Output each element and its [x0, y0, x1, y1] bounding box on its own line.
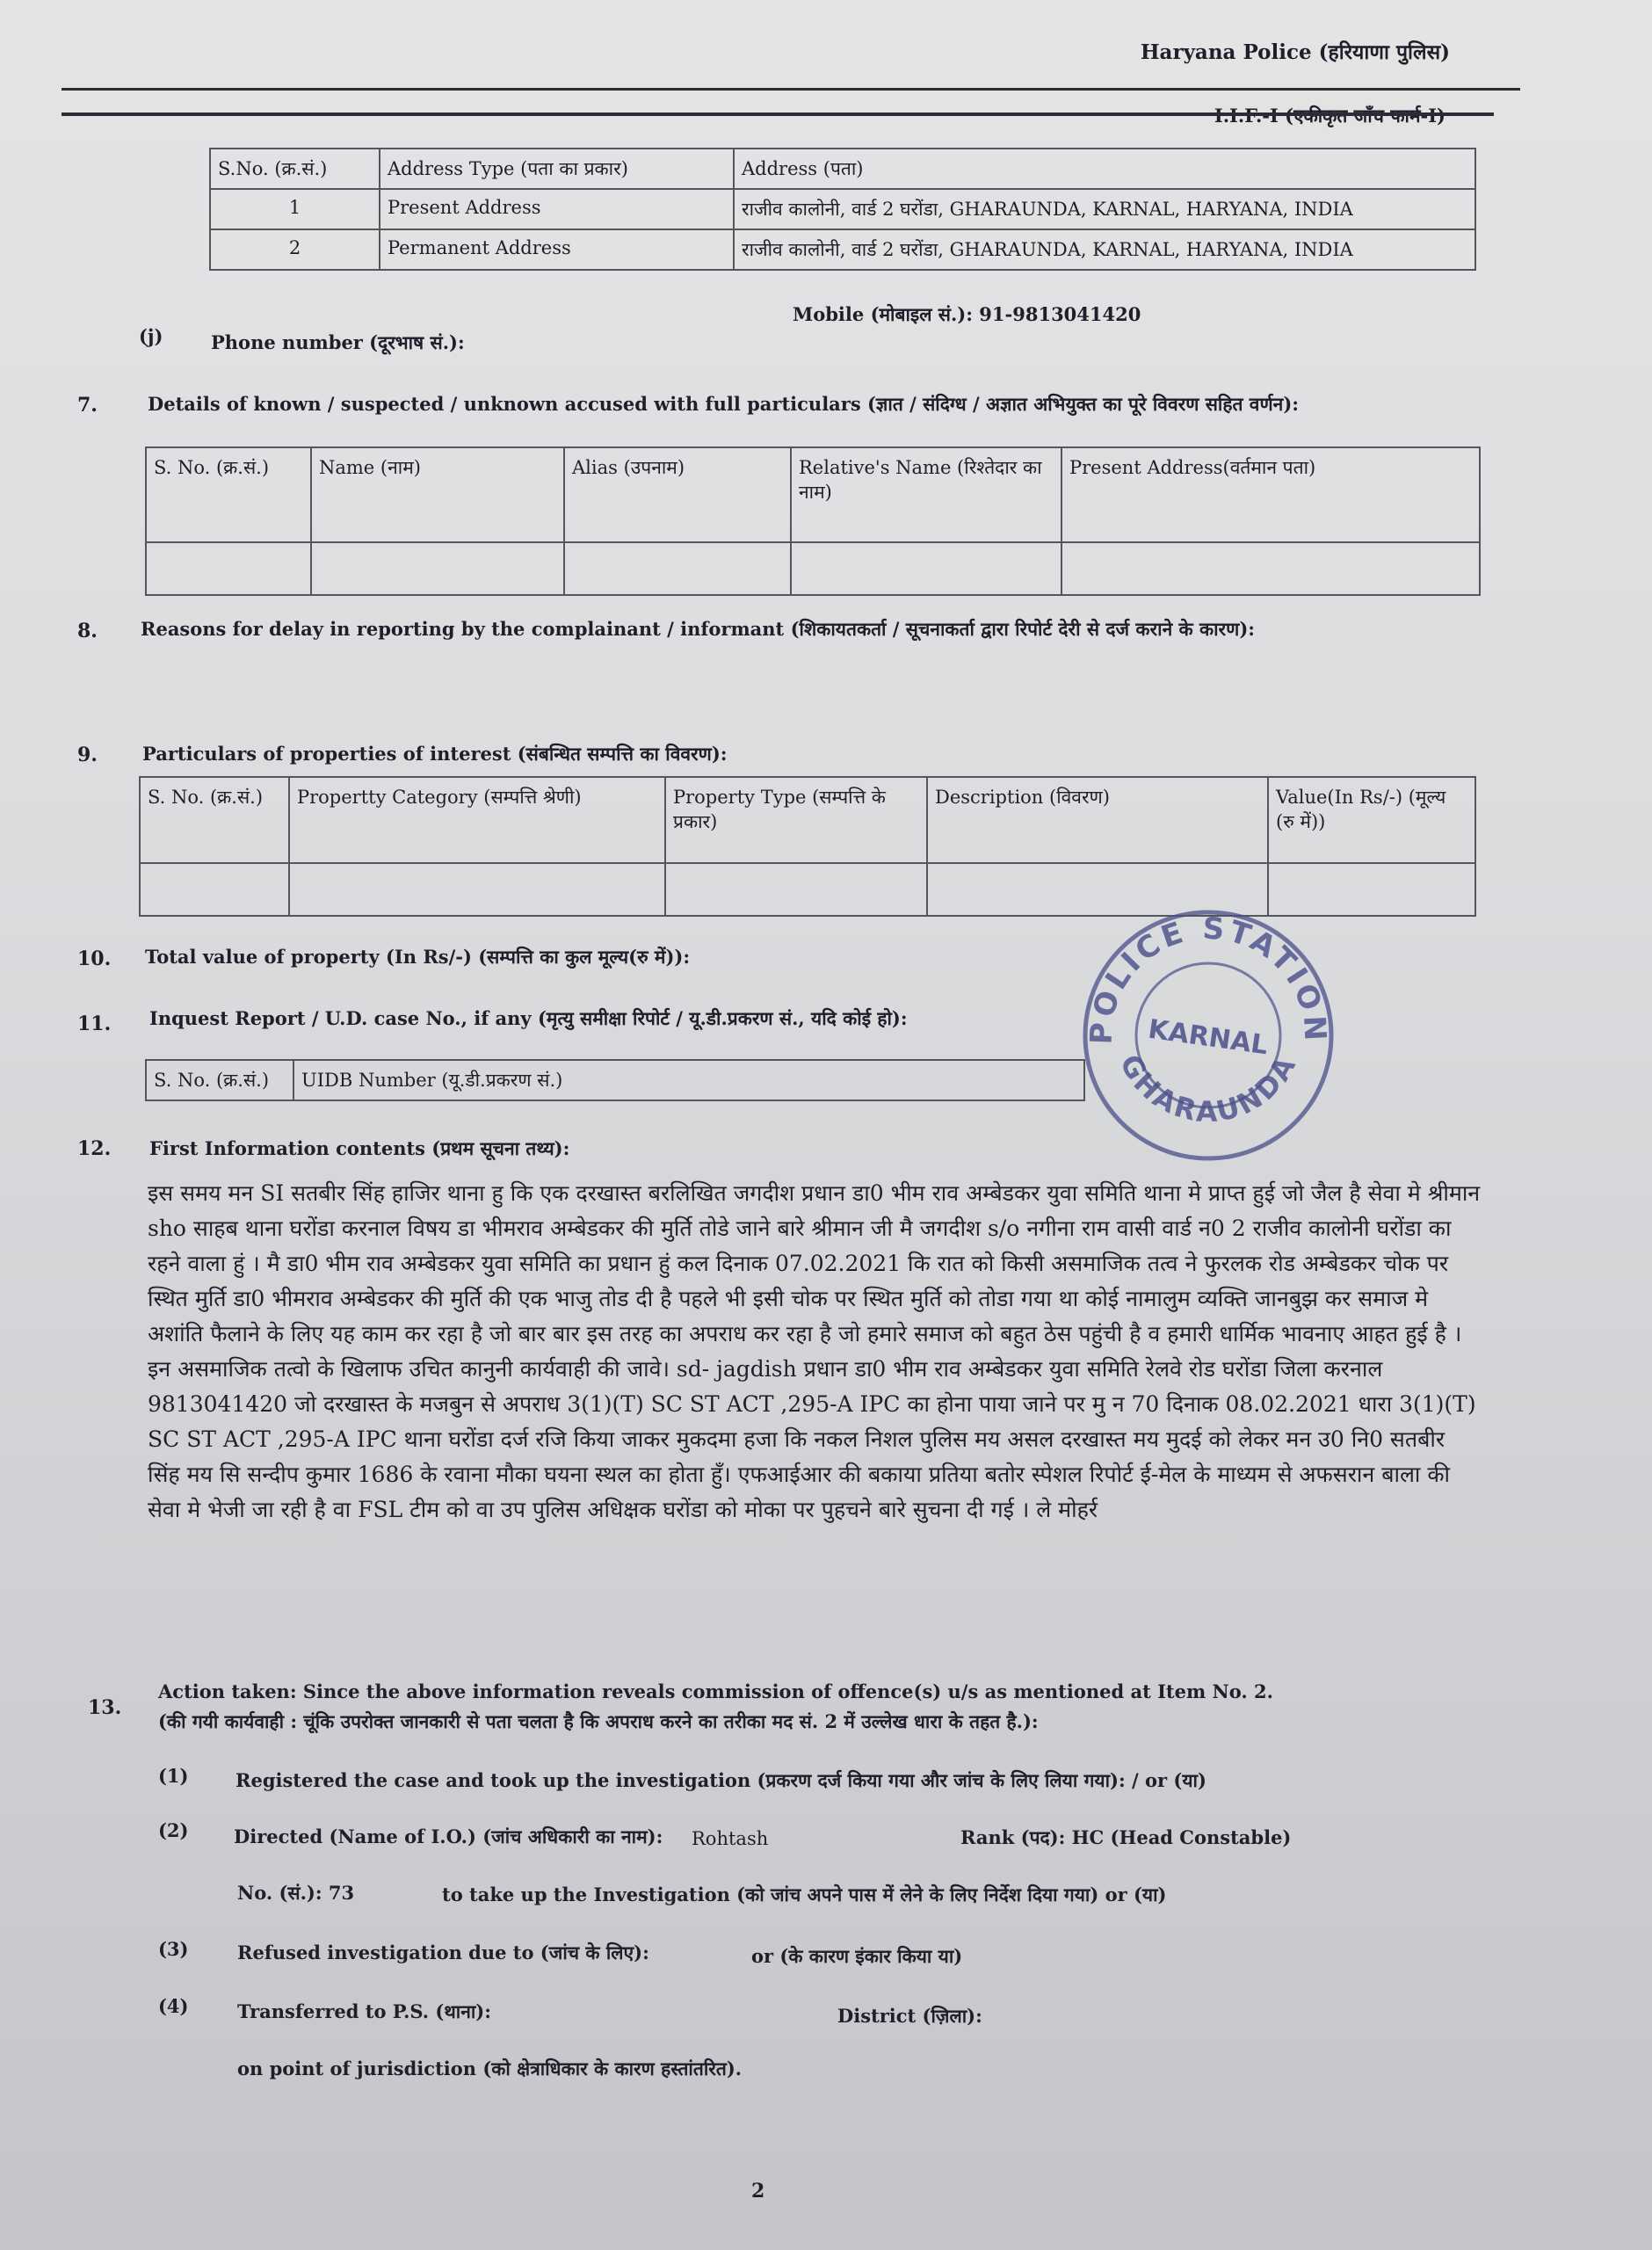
section-9-number: 9. — [77, 744, 98, 766]
section-7-label: Details of known / suspected / unknown accused with full particulars (ज्ञात / संदिग्ध / अज्ञात अभियुक्त का पूरे विवरण सहित वर्णन): — [148, 393, 1300, 415]
table-cell — [311, 542, 564, 595]
section-10-number: 10. — [77, 947, 112, 970]
table-cell — [289, 863, 665, 916]
table-cell: राजीव कालोनी, वार्ड 2 घरोंडा, GHARAUNDA, KARNAL, HARYANA, INDIA — [734, 229, 1475, 270]
section-13-label-hi: (की गयी कार्यवाही : चूंकि उपरोक्त जानकारी से पता चलता है कि अपराध करने का तरीका मद सं. 2 में उल्लेख धारा के तहत है.): — [158, 1710, 1039, 1732]
header-rule — [62, 88, 1520, 91]
table-row — [210, 229, 1475, 270]
table-header-row — [146, 447, 1480, 542]
section-13-label-en: Action taken: Since the above information reveals commission of offence(s) u/s as mentioned at Item No. 2. — [158, 1680, 1273, 1702]
table-cell — [665, 863, 927, 916]
table-header-cell: Alias (उपनाम) — [564, 447, 791, 542]
io-rank: Rank (पद): HC (Head Constable) — [960, 1826, 1292, 1848]
property-table — [139, 776, 1476, 917]
table-header-cell: S. No. (क्र.सं.) — [140, 777, 289, 863]
section-11-number: 11. — [77, 1012, 112, 1035]
section-9-label: Particulars of properties of interest (संबन्धित सम्पत्ति का विवरण): — [142, 743, 728, 765]
item-2-tail: to take up the Investigation (को जांच अपने पास में लेने के लिए निर्देश दिया गया) or (या) — [442, 1883, 1167, 1905]
table-header-cell: Address Type (पता का प्रकार) — [380, 149, 734, 189]
table-header-cell: S. No. (क्र.सं.) — [146, 447, 311, 542]
section-8-label: Reasons for delay in reporting by the complainant / informant (शिकायतकर्ता / सूचनाकर्ता द्वारा रिपोर्ट देरी से दर्ज कराने के कारण): — [141, 618, 1256, 640]
table-cell: 2 — [210, 229, 380, 270]
section-11-label: Inquest Report / U.D. case No., if any (मृत्यु समीक्षा रिपोर्ट / यू.डी.प्रकरण सं., यदि कोई हो): — [149, 1007, 908, 1029]
item-3-tail: or (के कारण इंकार किया या) — [751, 1945, 963, 1967]
io-name: Rohtash — [692, 1828, 769, 1849]
section-8-number: 8. — [77, 620, 98, 642]
address-table — [209, 148, 1476, 271]
accused-table — [145, 446, 1481, 596]
table-header-cell: Propertty Category (सम्पत्ति श्रेणी) — [289, 777, 665, 863]
table-row — [210, 189, 1475, 229]
stamp-top-text: POLICE STATION — [1083, 911, 1333, 1046]
item-1-text: Registered the case and took up the investigation (प्रकरण दर्ज किया गया और जांच के लिए लिया गया): / or (या) — [235, 1769, 1206, 1791]
svg-text:GHARAUNDA — [1113, 1049, 1303, 1129]
item-3-text: Refused investigation due to (जांच के लिए): — [237, 1942, 649, 1963]
section-13-number: 13. — [88, 1696, 122, 1719]
item-4-number: (4) — [158, 1995, 189, 2017]
table-header-row — [210, 149, 1475, 189]
item-4-text: Transferred to P.S. (थाना): — [237, 2000, 491, 2022]
item-4-district: District (ज़िला): — [837, 2005, 982, 2027]
stamp-bottom-text: GHARAUNDA — [1112, 1049, 1304, 1129]
section-12-label: First Information contents (प्रथम सूचना तथ्य): — [149, 1137, 570, 1159]
section-12-number: 12. — [77, 1137, 112, 1160]
inquest-table — [145, 1059, 1085, 1101]
table-cell — [564, 542, 791, 595]
table-header-cell: Name (नाम) — [311, 447, 564, 542]
item-4-tail: on point of jurisdiction (को क्षेत्राधिकार के कारण हस्तांतरित). — [237, 2058, 743, 2079]
table-cell — [146, 542, 311, 595]
table-cell: राजीव कालोनी, वार्ड 2 घरोंडा, GHARAUNDA, KARNAL, HARYANA, INDIA — [734, 189, 1475, 229]
table-cell — [140, 863, 289, 916]
form-code — [1214, 104, 1446, 128]
phone-label: Phone number (दूरभाष सं.): — [211, 331, 465, 353]
table-cell: Permanent Address — [380, 229, 734, 270]
police-station-stamp — [1076, 904, 1340, 1167]
page-number: 2 — [751, 2180, 765, 2203]
phone-item-number: (j) — [139, 325, 163, 347]
table-cell — [791, 542, 1061, 595]
item-1-number: (1) — [158, 1765, 189, 1787]
table-header-row — [146, 1060, 1084, 1100]
table-header-cell: Address (पता) — [734, 149, 1475, 189]
section-10-label: Total value of property (In Rs/-) (सम्पत्ति का कुल मूल्य(रु में)): — [145, 946, 691, 968]
table-header-cell: Description (विवरण) — [927, 777, 1268, 863]
item-3-number: (3) — [158, 1938, 189, 1960]
table-header-cell: Value(In Rs/-) (मूल्य (रु में)) — [1268, 777, 1475, 863]
table-cell: Present Address — [380, 189, 734, 229]
io-number: No. (सं.): 73 — [237, 1882, 355, 1904]
table-cell — [1061, 542, 1480, 595]
header-rule-thick — [62, 112, 1494, 116]
table-row — [146, 542, 1480, 595]
table-header-cell: Relative's Name (रिश्तेदार का नाम) — [791, 447, 1061, 542]
table-header-cell: Present Address(वर्तमान पता) — [1061, 447, 1480, 542]
mobile-number: Mobile (मोबाइल सं.): 91-9813041420 — [793, 303, 1141, 325]
table-header-cell: UIDB Number (यू.डी.प्रकरण सं.) — [293, 1060, 1084, 1100]
table-header-cell: Property Type (सम्पत्ति के प्रकार) — [665, 777, 927, 863]
table-header-row — [140, 777, 1475, 863]
table-cell: 1 — [210, 189, 380, 229]
first-information-text: इस समय मन SI सतबीर सिंह हाजिर थाना हु कि एक दरखास्त बरलिखित जगदीश प्रधान डा0 भीम राव अम्बेडकर युवा समिति थाना मे प्राप्त हुई जो जैल है सेवा मे श्रीमान sho साहब थाना घरोंडा करनाल विषय डा भीमराव अम्बेडकर की मुर्ति तोडे जाने बारे श्रीमान जी मै जगदीश s/o नगीना राम वासी वार्ड न0 2 राजीव कालोनी घरोंडा का रहने वाला हुं । मै डा0 भीम राव अम्बेडकर युवा समिति का प्रधान हुं कल दिनाक 07.02.2021 कि रात को किसी असमाजिक तत्व ने फुरलक रोड अम्बेडकर चोक पर स्थित मुर्ति डा0 भीमराव अम्बेडकर की मुर्ति की एक भाजु तोड दी है पहले भी इसी चोक पर स्थित मुर्ति को तोडा गया था कोई नामालुम व्यक्ति जानबुझ कर समाज मे अशांति फैलाने के लिए यह काम कर रहा है जो बार बार इस तरह का अपराध कर रहा है जो हमारे समाज को बहुत ठेस पहुंची है व हमारी धार्मिक भावनाए आहत हुई है । इन असमाजिक तत्वो के खिलाफ उचित कानुनी कार्यवाही की जावे। sd- jagdish प्रधान डा0 भीम राव अम्बेडकर युवा समिति रेलवे रोड घरोंडा जिला करनाल 9813041420 जो दरखास्त के मजबुन से अपराध 3(1)(T) SC ST ACT ,295-A IPC का होना पाया जाने पर मु न 70 दिनाक 08.02.2021 धारा 3(1)(T) SC ST ACT ,295-A IPC थाना घरोंडा दर्ज रजि किया जाकर मुकदमा हजा कि नकल निशल पुलिस मय असल दरखास्त मय मुदई को लेकर मन उ0 नि0 सतबीर सिंह मय सि सन्दीप कुमार 1686 के रवाना मौका घयना स्थल का होता हुँ। एफआईआर की बकाया प्रतिया बतोर स्पेशल रिपोर्ट ई-मेल के माध्यम से अफसरान बाला की सेवा मे भेजी जा रही है वा FSL टीम को वा उप पुलिस अधिक्षक घरोंडा को मोका पर पुहचने बारे सुचना दी गई । ले मोहर्र — [148, 1180, 1481, 1522]
section-7-number: 7. — [77, 394, 98, 417]
stamp-middle-text: KARNAL — [1146, 1013, 1270, 1062]
table-header-cell: S. No. (क्र.सं.) — [146, 1060, 293, 1100]
item-2-number: (2) — [158, 1819, 189, 1841]
item-2-label: Directed (Name of I.O.) (जांच अधिकारी का नाम): — [234, 1825, 663, 1847]
table-header-cell: S.No. (क्र.सं.) — [210, 149, 380, 189]
header-organization: Haryana Police (हरियाणा पुलिस) — [1140, 40, 1450, 64]
